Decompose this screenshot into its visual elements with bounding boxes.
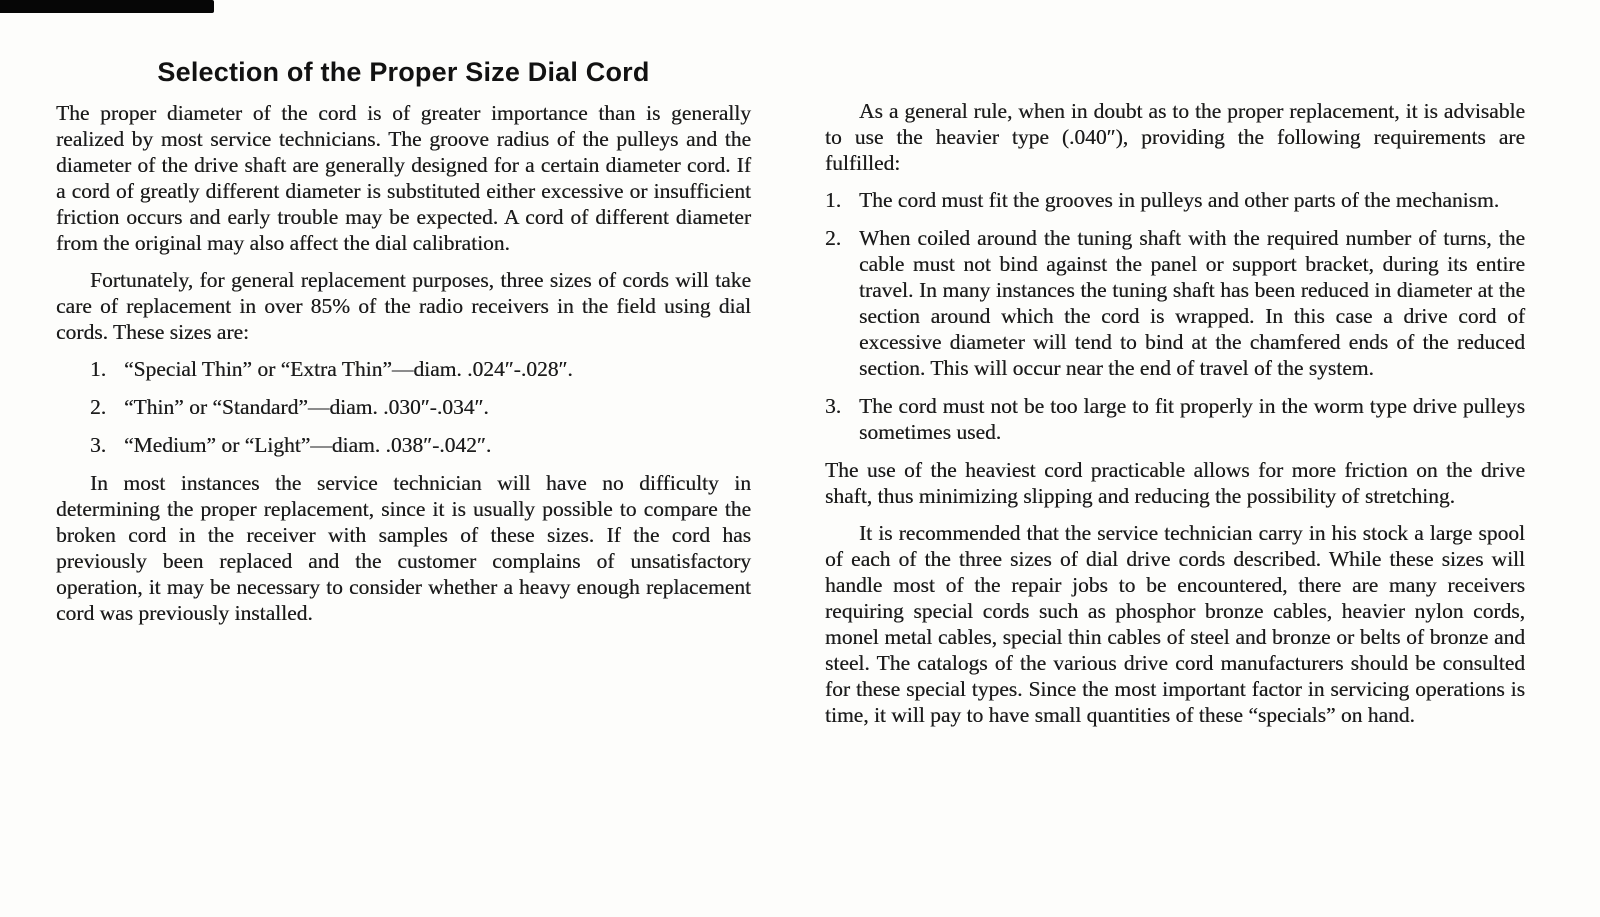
- list-item-number: 3.: [825, 394, 842, 418]
- list-item-text: “Medium” or “Light”—diam. .038″-.042″.: [124, 433, 492, 457]
- list-item-number: 2.: [90, 395, 107, 419]
- list-item: [825, 225, 1525, 381]
- list-item: [90, 356, 751, 382]
- right-paragraph-2: The use of the heaviest cord practicable allows for more friction on the drive shaft, thus minimizing slipping and reducing the possibility of stretching.: [825, 458, 1525, 508]
- left-paragraph-3: In most instances the service technician will have no difficulty in determining the proper replacement, since it is usually possible to compare the broken cord in the receiver with samples of these sizes. If the cord has previously been replaced and the customer complains of unsatisfactory operation, it may be necessary to consider whether a heavy enough replacement cord was previously installed.: [56, 471, 751, 625]
- page-title: Selection of the Proper Size Dial Cord: [157, 57, 650, 87]
- left-paragraph-1: The proper diameter of the cord is of greater importance than is generally realized by most service technicians. The groove radius of the pulleys and the diameter of the drive shaft are generally designed for a certain diameter cord. If a cord of greatly different diameter is substituted either excessive or insufficient friction occurs and early trouble may be expected. A cord of different diameter from the original may also affect the dial calibration.: [56, 101, 751, 255]
- list-item-number: 3.: [90, 433, 107, 457]
- list-item-number: 2.: [825, 226, 842, 250]
- scan-artifact-bar: [0, 0, 214, 13]
- list-item-text: The cord must not be too large to fit properly in the worm type drive pulleys sometimes used.: [859, 394, 1525, 444]
- left-column: [56, 56, 751, 728]
- right-paragraph-1: As a general rule, when in doubt as to the proper replacement, it is advisable to use the heavier type (.040″), providing the following requirements are fulfilled:: [825, 99, 1525, 175]
- right-paragraph-3: It is recommended that the service technician carry in his stock a large spool of each of the three sizes of dial drive cords described. While these sizes will handle most of the repair jobs to be encountered, there are many receivers requiring special cords such as phosphor bronze cables, heavier nylon cords, monel metal cables, special thin cables of steel and bronze or belts of bronze and steel. The catalogs of the various drive cord manufacturers should be consulted for these special types. Since the most important factor in servicing operations is time, it will pay to have small quantities of these “specials” on hand.: [825, 521, 1525, 727]
- list-item-text: The cord must fit the grooves in pulleys and other parts of the mechanism.: [859, 188, 1500, 212]
- list-item-number: 1.: [825, 188, 842, 212]
- list-item: [825, 187, 1525, 213]
- list-item: [825, 393, 1525, 445]
- list-item: [90, 432, 751, 458]
- requirements-list: [825, 187, 1525, 445]
- list-item-text: “Thin” or “Standard”—diam. .030″-.034″.: [124, 395, 489, 419]
- cord-sizes-list: [56, 356, 751, 458]
- list-item-number: 1.: [90, 357, 107, 381]
- list-item-text: When coiled around the tuning shaft with the required number of turns, the cable must not bind against the panel or support bracket, during its entire travel. In many instances the tuning shaft has been reduced in diameter at the section around which the cord is wrapped. In this case a drive cord of excessive diameter will tend to bind at the chamfered ends of the reduced section. This will occur near the end of travel of the system.: [859, 226, 1525, 380]
- left-paragraph-2: Fortunately, for general replacement purposes, three sizes of cords will take care of replacement in over 85% of the radio receivers in the field using dial cords. These sizes are:: [56, 268, 751, 344]
- right-column: [825, 98, 1525, 728]
- list-item-text: “Special Thin” or “Extra Thin”—diam. .024″-.028″.: [124, 357, 573, 381]
- list-item: [90, 394, 751, 420]
